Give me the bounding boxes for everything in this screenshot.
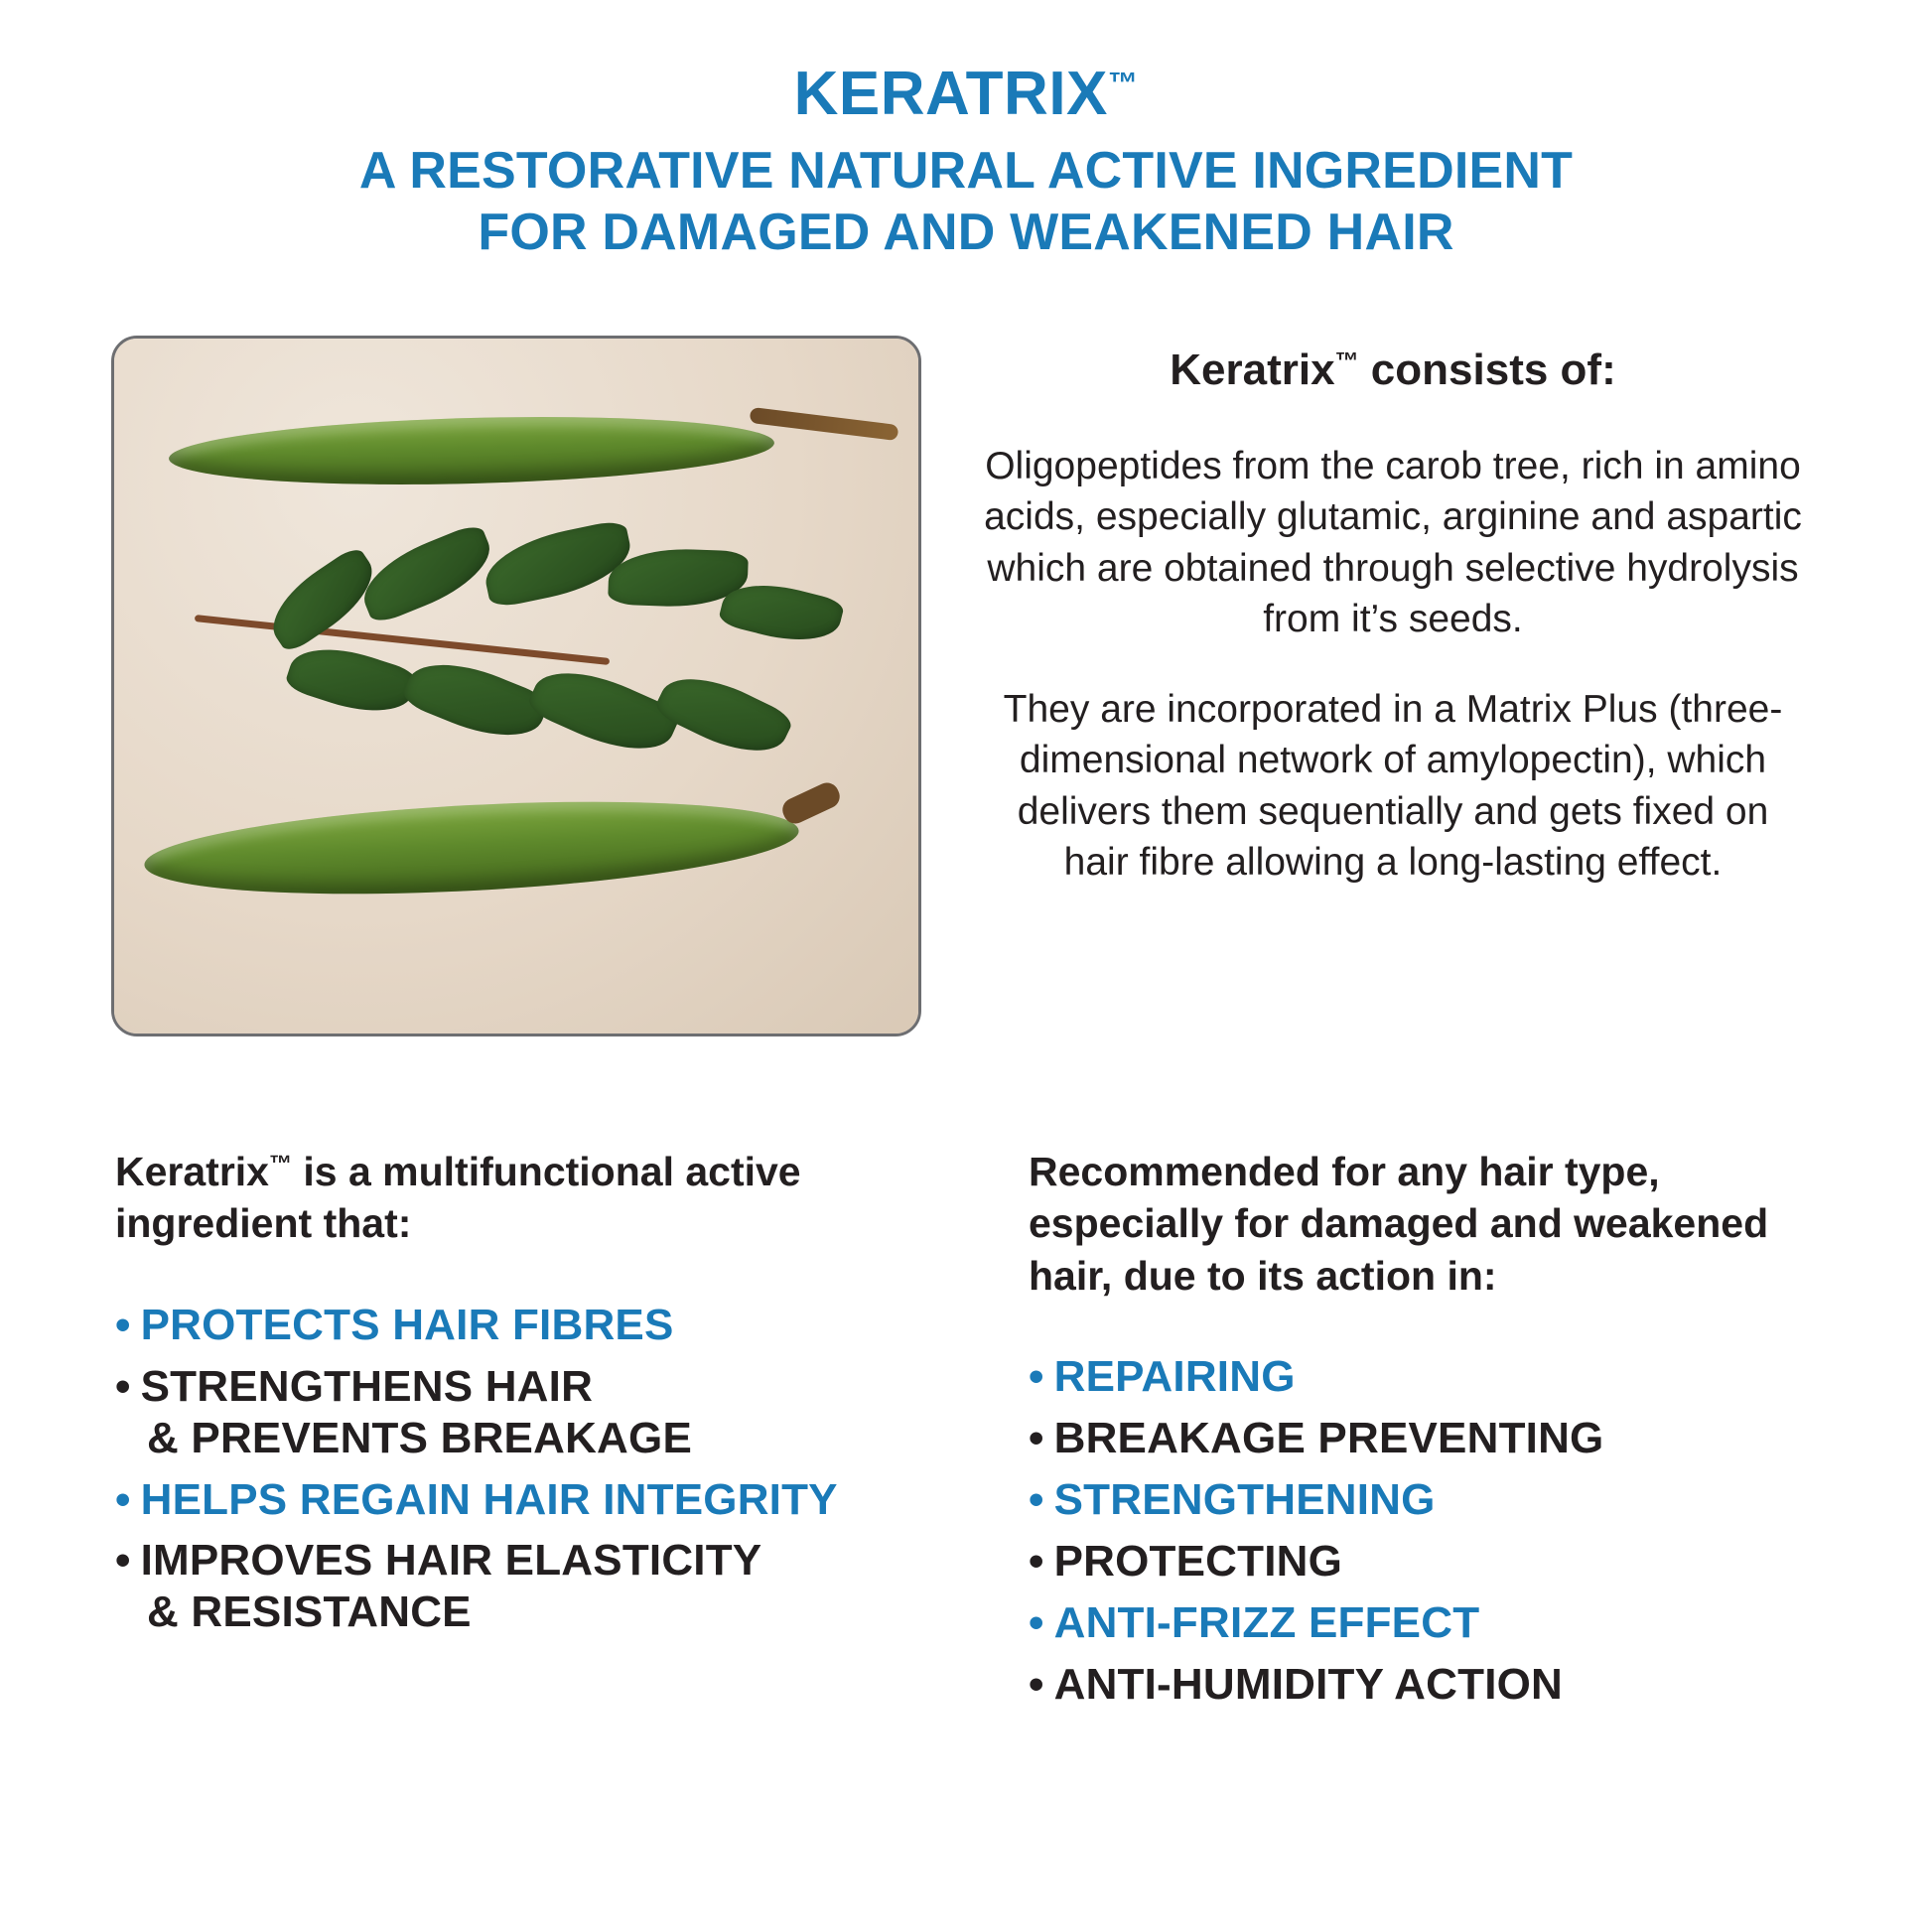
list-item-label: IMPROVES HAIR ELASTICITY	[140, 1536, 762, 1586]
trademark-symbol: ™	[1107, 67, 1139, 100]
bullet-icon: •	[115, 1300, 131, 1349]
description-paragraph-1: Oligopeptides from the carob tree, rich in amino acids, especially glutamic, arginine and aspartic which are obtained through selective hydrolysis from it’s seeds.	[984, 444, 1802, 641]
list-item-label: ANTI-HUMIDITY ACTION	[1053, 1659, 1564, 1709]
list-item-label: BREAKAGE PREVENTING	[1053, 1414, 1604, 1463]
carob-photo	[111, 336, 921, 1036]
list-item-label: REPAIRING	[1053, 1352, 1296, 1402]
bullet-icon: •	[1029, 1659, 1044, 1709]
benefits-lead	[115, 1146, 989, 1250]
consists-heading	[983, 345, 1803, 395]
recommendation-lead: Recommended for any hair type, especially for damaged and weakened hair, due to its action in:	[1029, 1148, 1769, 1299]
benefits-list	[115, 1300, 989, 1638]
list-item	[115, 1300, 989, 1351]
recommendation-column	[989, 1146, 1823, 1721]
list-item-label: PROTECTS HAIR FIBRES	[140, 1300, 674, 1349]
brand-title	[109, 62, 1823, 126]
list-item-label: STRENGTHENING	[1053, 1475, 1436, 1525]
list-item	[1029, 1474, 1823, 1526]
bullet-icon: •	[1029, 1597, 1044, 1647]
list-item-label: ANTI-FRIZZ EFFECT	[1053, 1597, 1480, 1647]
consists-heading-brand: Keratrix	[1170, 345, 1335, 394]
top-section	[109, 336, 1823, 1036]
recommendation-list	[1029, 1351, 1823, 1710]
page-header	[109, 0, 1823, 264]
description-paragraph-2: They are incorporated in a Matrix Plus (three-dimensional network of amylopectin), which delivers them sequentially and gets fixed on hair fibre allowing a long-lasting effect.	[1003, 687, 1783, 885]
list-item	[115, 1474, 989, 1526]
benefits-lead-rest: is a multifunctional active ingredient that:	[115, 1148, 801, 1247]
bullet-icon: •	[115, 1536, 131, 1586]
bullet-icon: •	[1029, 1352, 1044, 1402]
subtitle-line-2: FOR DAMAGED AND WEAKENED HAIR	[478, 204, 1454, 262]
brand-name: KERATRIX	[793, 60, 1108, 128]
bullet-icon: •	[115, 1361, 131, 1411]
page-subtitle	[109, 140, 1823, 264]
list-item-label-line2: & PREVENTS BREAKAGE	[147, 1413, 692, 1462]
benefits-column	[109, 1146, 989, 1721]
bullet-icon: •	[1029, 1537, 1044, 1586]
bottom-section	[109, 1146, 1823, 1721]
list-item	[115, 1361, 989, 1464]
trademark-symbol: ™	[1334, 347, 1359, 375]
list-item-label: STRENGTHENS HAIR	[140, 1361, 594, 1411]
list-item	[1029, 1351, 1823, 1403]
benefits-lead-brand: Keratrix	[115, 1148, 269, 1194]
description-column	[923, 336, 1823, 922]
list-item	[115, 1535, 989, 1638]
list-item-label-line2: & RESISTANCE	[147, 1587, 472, 1637]
bullet-icon: •	[1029, 1475, 1044, 1525]
list-item	[1029, 1413, 1823, 1464]
bullet-icon: •	[115, 1474, 131, 1524]
list-item-label: HELPS REGAIN HAIR INTEGRITY	[140, 1474, 838, 1524]
list-item-label: PROTECTING	[1053, 1537, 1343, 1586]
list-item	[1029, 1597, 1823, 1649]
photo-column	[109, 336, 923, 1036]
bullet-icon: •	[1029, 1414, 1044, 1463]
list-item	[1029, 1536, 1823, 1587]
list-item	[1029, 1659, 1823, 1711]
subtitle-line-1: A RESTORATIVE NATURAL ACTIVE INGREDIENT	[358, 142, 1574, 201]
consists-heading-rest: consists of:	[1358, 345, 1616, 394]
trademark-symbol: ™	[268, 1150, 292, 1176]
